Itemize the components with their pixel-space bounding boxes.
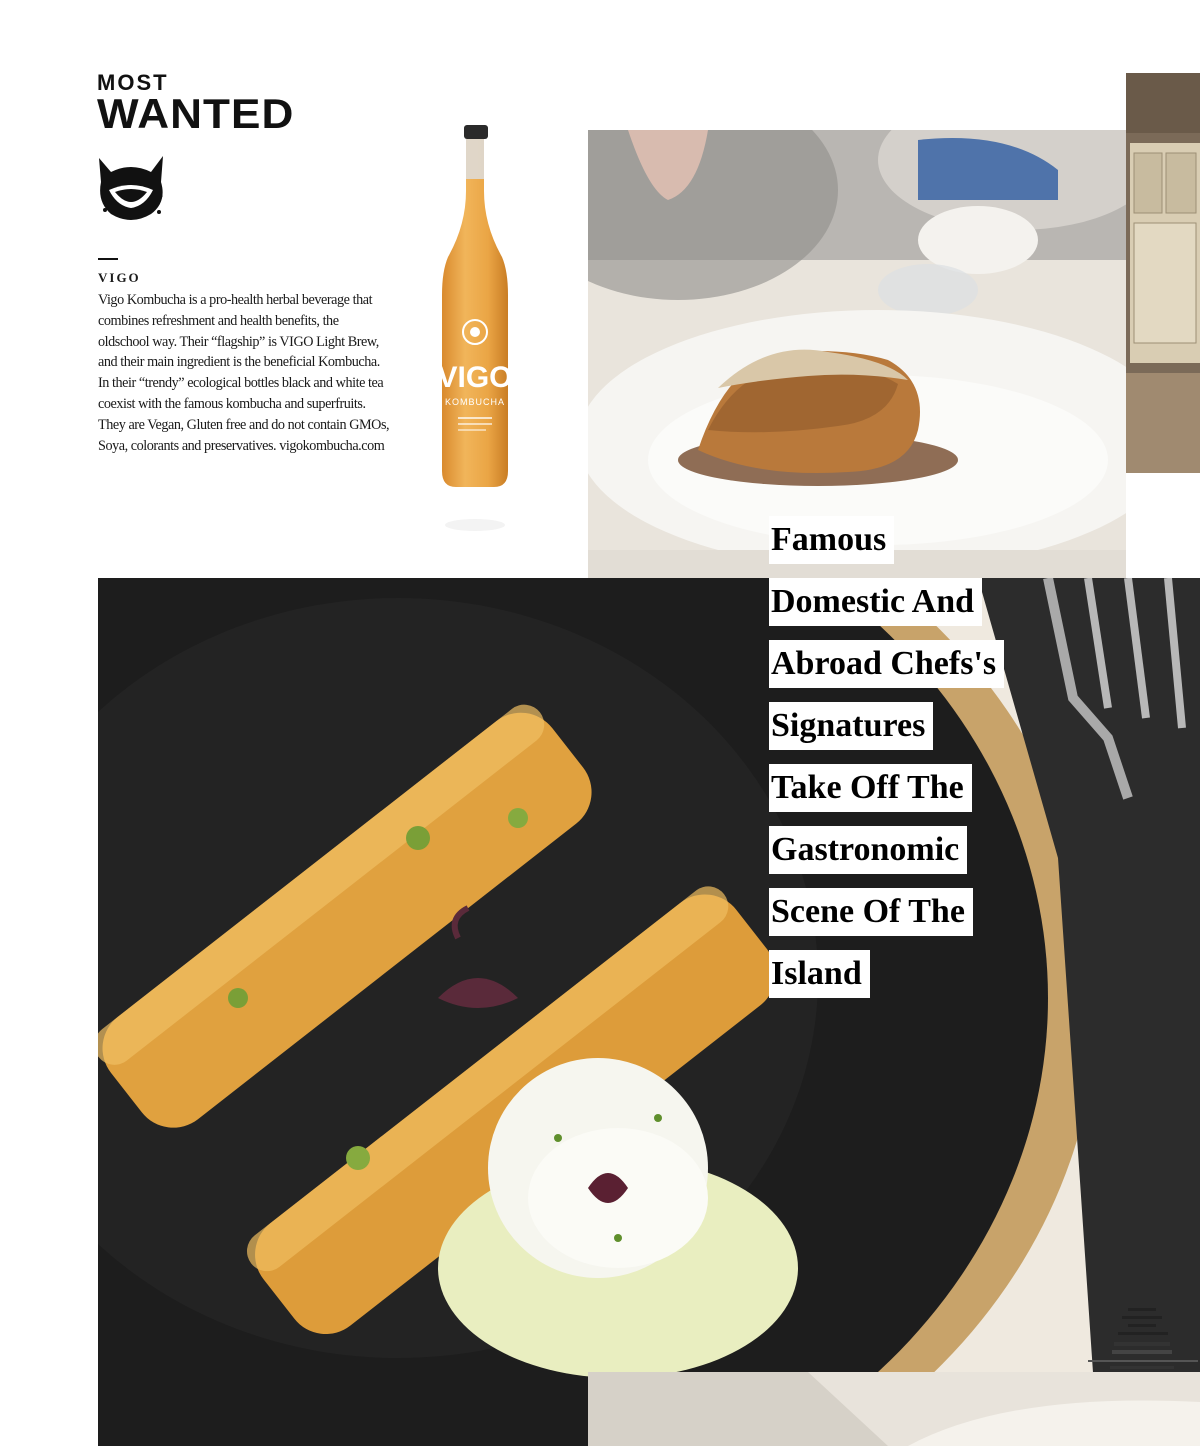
article-heading: VIGO	[98, 270, 141, 285]
table-detail-photo	[588, 1372, 1200, 1446]
headline-line: Signatures	[769, 702, 1069, 750]
interior-photo	[1126, 73, 1200, 473]
feature-headline	[769, 516, 1069, 1012]
headline-line: Island	[769, 950, 1069, 998]
stacked-lines-ornament-icon	[1088, 1300, 1198, 1378]
headline-line: Take Off The	[769, 764, 1069, 812]
cat-mascot-icon	[95, 152, 167, 224]
magazine-logo-top: MOST	[97, 70, 169, 95]
kombucha-bottle-image	[436, 125, 514, 545]
divider	[98, 258, 118, 260]
headline-line: Famous	[769, 516, 1069, 564]
headline-line: Domestic And	[769, 578, 1069, 626]
magazine-logo: WANTED	[97, 90, 295, 137]
headline-line: Abroad Chefs's	[769, 640, 1069, 688]
headline-line: Scene Of The	[769, 888, 1069, 936]
bottle-product-label: KOMBUCHA	[444, 397, 506, 407]
pastry-plate-photo	[588, 130, 1126, 578]
article-body: Vigo Kombucha is a pro-health herbal beverage that combines refreshment and health benefits, the oldschool way. Their “flagship” is VIGO Light Brew, and their main ingredient is the beneficial Kombucha. In their “trendy” ecological bottles black and white tea coexist with the famous kombucha and superfruits. They are Vegan, Gluten free and do not contain GMOs, Soya, colorants and preservatives. vigokombucha.com	[98, 292, 390, 454]
bottle-brand-label: VIGO	[437, 361, 513, 394]
headline-line: Gastronomic	[769, 826, 1069, 874]
